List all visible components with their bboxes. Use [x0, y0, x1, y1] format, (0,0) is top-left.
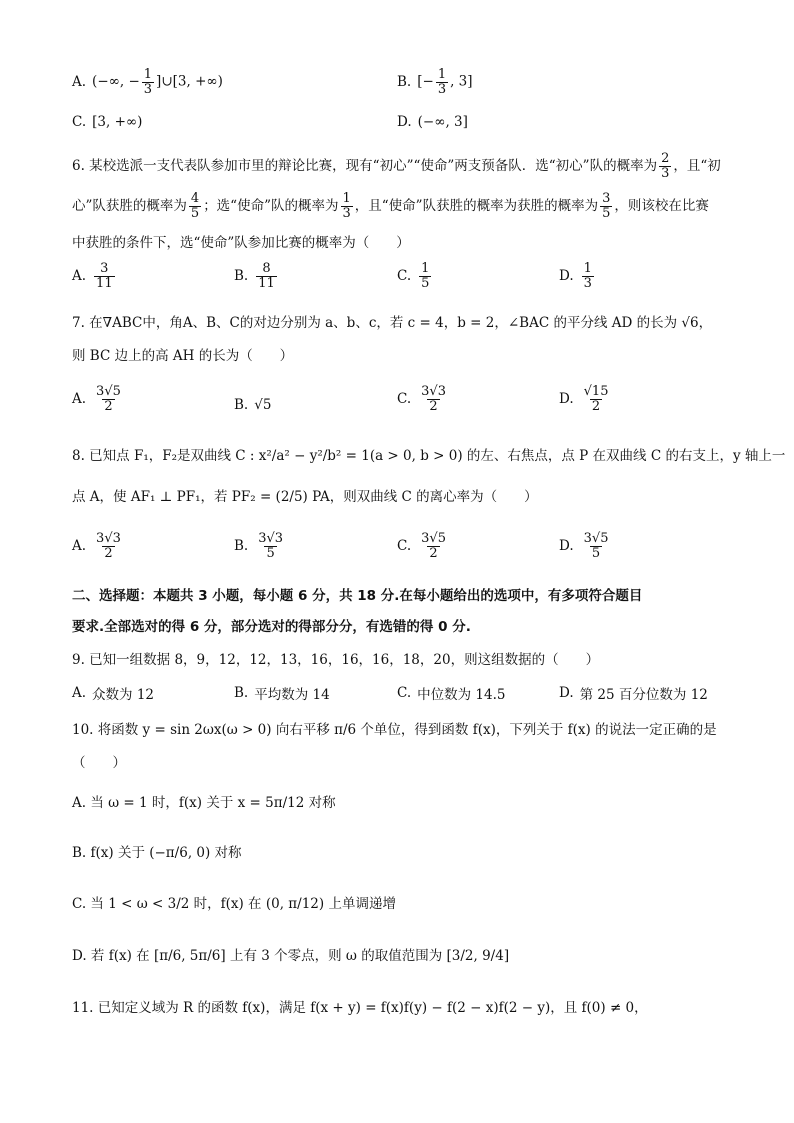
q5-option-d[interactable]: [397, 114, 468, 130]
section-2-heading-line-2: 要求.全部选对的得 6 分，部分选对的得部分分，有选错的得 0 分.: [72, 619, 471, 635]
option-content: (−∞, 3]: [417, 114, 468, 130]
option-letter: C.: [397, 685, 412, 701]
option-fraction: $\frac{3√5}{2}$: [421, 531, 446, 561]
q9-option-a[interactable]: [72, 683, 154, 703]
option-letter: B.: [234, 397, 249, 413]
q6-text: ，且“使命”队获胜的概率为获胜的概率为: [354, 198, 599, 215]
q8-option-a[interactable]: [72, 532, 125, 560]
option-text: 众数为 12: [92, 687, 155, 703]
option-fraction: $\frac{1}{3}$: [583, 261, 592, 291]
option-text: 中位数为 14.5: [417, 687, 506, 703]
q9-option-c[interactable]: [397, 683, 506, 703]
option-content: [3, +∞): [92, 114, 143, 130]
q6-text: ，且“初: [673, 158, 721, 175]
option-text: 平均数为 14: [254, 687, 330, 703]
option-letter: A.: [72, 685, 87, 701]
q7-option-d[interactable]: [559, 385, 612, 413]
fraction: $\frac{2}{3}$: [661, 151, 670, 181]
q6-text: ，则该校在比赛: [614, 198, 709, 215]
option-letter: D.: [559, 268, 574, 285]
option-letter: B.: [234, 268, 249, 285]
q5-option-c[interactable]: [72, 114, 142, 130]
option-letter: D.: [559, 685, 574, 701]
option-letter: B.: [234, 685, 249, 701]
q10-option-d[interactable]: D. 若 f(x) 在 [π/6, 5π/6] 上有 3 个零点，则 ω 的取值范围为 [3/2, 9/4]: [72, 948, 510, 964]
q10-line-1: 10. 将函数 y = sin 2ωx(ω > 0) 向右平移 π/6 个单位，得到函数 f(x)，下列关于 f(x) 的说法一定正确的是: [72, 722, 717, 738]
option-letter: C.: [397, 391, 412, 408]
q11-line-1: 11. 已知定义域为 R 的函数 f(x)，满足 f(x + y) = f(x)f(y) − f(2 − x)f(2 − y)，且 f(0) ≠ 0，: [72, 1000, 648, 1016]
q6-text: ；选“使命”队的概率为: [203, 198, 339, 215]
option-letter: D.: [559, 538, 574, 555]
q6-option-b[interactable]: [234, 262, 279, 290]
fraction: $\frac{1}{3}$: [342, 191, 351, 221]
fraction: $\frac{4}{5}$: [190, 191, 200, 221]
option-text: 第 25 百分位数为 12: [579, 687, 708, 703]
option-content: [− $\frac{1}{3}$ , 3]: [417, 67, 473, 97]
q7-option-c[interactable]: [397, 385, 450, 413]
option-letter: C.: [397, 268, 412, 285]
option-fraction: $\frac{8}{11}$: [258, 261, 275, 291]
option-letter: A.: [72, 74, 87, 91]
option-fraction: $\frac{3√3}{5}$: [258, 531, 284, 561]
option-fraction: $\frac{3√3}{2}$: [96, 531, 121, 561]
q6-option-c[interactable]: [397, 262, 433, 290]
q8-option-c[interactable]: [397, 532, 450, 560]
q9-option-d[interactable]: [559, 683, 708, 703]
q10-option-a[interactable]: A. 当 ω = 1 时，f(x) 关于 x = 5π/12 对称: [72, 795, 336, 811]
q6-line-1: [72, 152, 721, 180]
q10-option-b[interactable]: B. f(x) 关于 (−π/6, 0) 对称: [72, 845, 242, 861]
q8-option-b[interactable]: [234, 532, 287, 560]
option-fraction: $\frac{3√5}{2}$: [96, 384, 121, 414]
q7-option-b[interactable]: [234, 397, 271, 413]
option-letter: D.: [397, 114, 412, 130]
option-letter: A.: [72, 538, 87, 555]
option-letter: B.: [397, 74, 412, 91]
q7-line-2: 则 BC 边上的高 AH 的长为（ ）: [72, 348, 294, 364]
option-fraction: $\frac{3√3}{2}$: [421, 384, 446, 414]
fraction: $\frac{3}{5}$: [602, 191, 611, 221]
q6-line-2: [72, 192, 709, 220]
q8-line-1: 8. 已知点 F₁，F₂是双曲线 C : x²/a² − y²/b² = 1(a > 0, b > 0) 的左、右焦点，点 P 在双曲线 C 的右支上，y 轴上一: [72, 448, 786, 464]
q6-line-3: 中获胜的条件下，选“使命”队参加比赛的概率为（ ）: [72, 235, 410, 251]
option-fraction: $\frac{1}{5}$: [421, 261, 430, 291]
q7-option-a[interactable]: [72, 385, 125, 413]
option-fraction: $\frac{3√5}{5}$: [583, 531, 609, 561]
q6-option-a[interactable]: [72, 262, 117, 290]
option-letter: D.: [559, 391, 574, 408]
q5-option-b[interactable]: [397, 68, 473, 96]
q6-option-d[interactable]: [559, 262, 596, 290]
option-text: √5: [254, 397, 272, 413]
option-content: (−∞, − $\frac{1}{3}$ ]∪[3, +∞): [92, 67, 223, 97]
option-fraction: $\frac{√15}{2}$: [583, 384, 609, 414]
option-letter: C.: [397, 538, 412, 555]
q7-line-1: 7. 在∇ABC中，角A、B、C的对边分别为 a、b、c，若 c = 4，b = 2，∠BAC 的平分线 AD 的长为 √6，: [72, 315, 713, 331]
section-2-heading-line-1: 二、选择题：本题共 3 小题，每小题 6 分，共 18 分.在每小题给出的选项中，有多项符合题目: [72, 588, 643, 604]
q10-option-c[interactable]: C. 当 1 < ω < 3/2 时，f(x) 在 (0, π/12) 上单调递增: [72, 896, 396, 912]
option-letter: A.: [72, 268, 87, 285]
option-letter: C.: [72, 114, 87, 130]
q9-option-b[interactable]: [234, 683, 330, 703]
option-letter: B.: [234, 538, 249, 555]
option-fraction: $\frac{3}{11}$: [96, 261, 113, 291]
q6-text: 6. 某校选派一支代表队参加市里的辩论比赛，现有“初心”“使命”两支预备队．选“初心”队的概率为: [72, 158, 658, 175]
q5-option-a[interactable]: [72, 68, 223, 96]
q10-line-2: （ ）: [72, 755, 126, 771]
option-letter: A.: [72, 391, 87, 408]
q8-line-2: 点 A，使 AF₁ ⊥ PF₁，若 PF₂ = (2/5) PA，则双曲线 C 的离心率为（ ）: [72, 489, 538, 505]
q9-line-1: 9. 已知一组数据 8，9，12，12，13，16，16，16，18，20，则这组数据的（ ）: [72, 652, 600, 668]
q8-option-d[interactable]: [559, 532, 612, 560]
q6-text: 心”队获胜的概率为: [72, 198, 187, 215]
